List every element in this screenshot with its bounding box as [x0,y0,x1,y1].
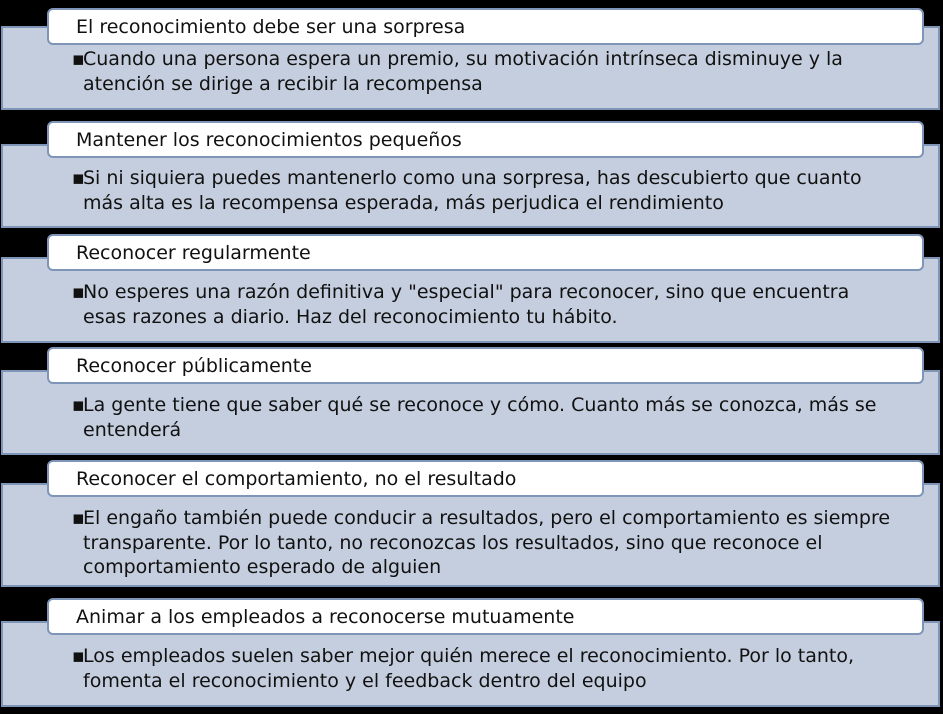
item-1-title-text: El reconocimiento debe ser una sorpresa [76,15,466,38]
bullet-icon: ▪ [72,281,85,303]
item-1-title [47,8,924,45]
item-6-description-text: Los empleados suelen saber mejor quién merece el reconocimiento. Por lo tanto, fomenta el reconocimiento y el feedback dentro del equipo [83,645,855,692]
bullet-icon: ▪ [72,167,85,189]
item-2-description-text: Si ni siquiera puedes mantenerlo como una sorpresa, has descubierto que cuanto más alta es la recompensa esperada, más perjudica el rendimiento [83,167,862,214]
item-3-description-text: No esperes una razón definitiva y "especial" para reconocer, sino que encuentra esas razones a diario. Haz del reconocimiento tu hábito. [83,281,850,328]
item-6-description [72,644,892,693]
item-3-title-text: Reconocer regularmente [76,241,311,264]
item-5-description [72,506,892,580]
item-4-description-text: La gente tiene que saber qué se reconoce y cómo. Cuanto más se conozca, más se entenderá [83,394,877,441]
item-1-description [72,47,892,96]
item-5-title [47,460,924,497]
item-5-description-text: El engaño también puede conducir a resultados, pero el comportamiento es siempre transparente. Por lo tanto, no reconozcas los resultados, sino que reconoce el comportamiento esperado de alguien [83,507,891,578]
item-1-description-text: Cuando una persona espera un premio, su motivación intrínseca disminuye y la atención se dirige a recibir la recompensa [83,48,843,95]
item-6-title [47,598,924,635]
item-4-title-text: Reconocer públicamente [76,354,312,377]
item-4-description [72,393,892,442]
bullet-icon: ▪ [72,507,85,529]
item-5-title-text: Reconocer el comportamiento, no el resultado [76,467,517,490]
bullet-icon: ▪ [72,394,85,416]
item-4-title [47,347,924,384]
item-6-title-text: Animar a los empleados a reconocerse mutuamente [76,605,575,628]
item-2-description [72,166,892,215]
item-2-title-text: Mantener los reconocimientos pequeños [76,128,462,151]
item-3-title [47,234,924,271]
bullet-icon: ▪ [72,48,85,70]
item-3-description [72,280,892,329]
item-2-title [47,121,924,158]
bullet-icon: ▪ [72,645,85,667]
